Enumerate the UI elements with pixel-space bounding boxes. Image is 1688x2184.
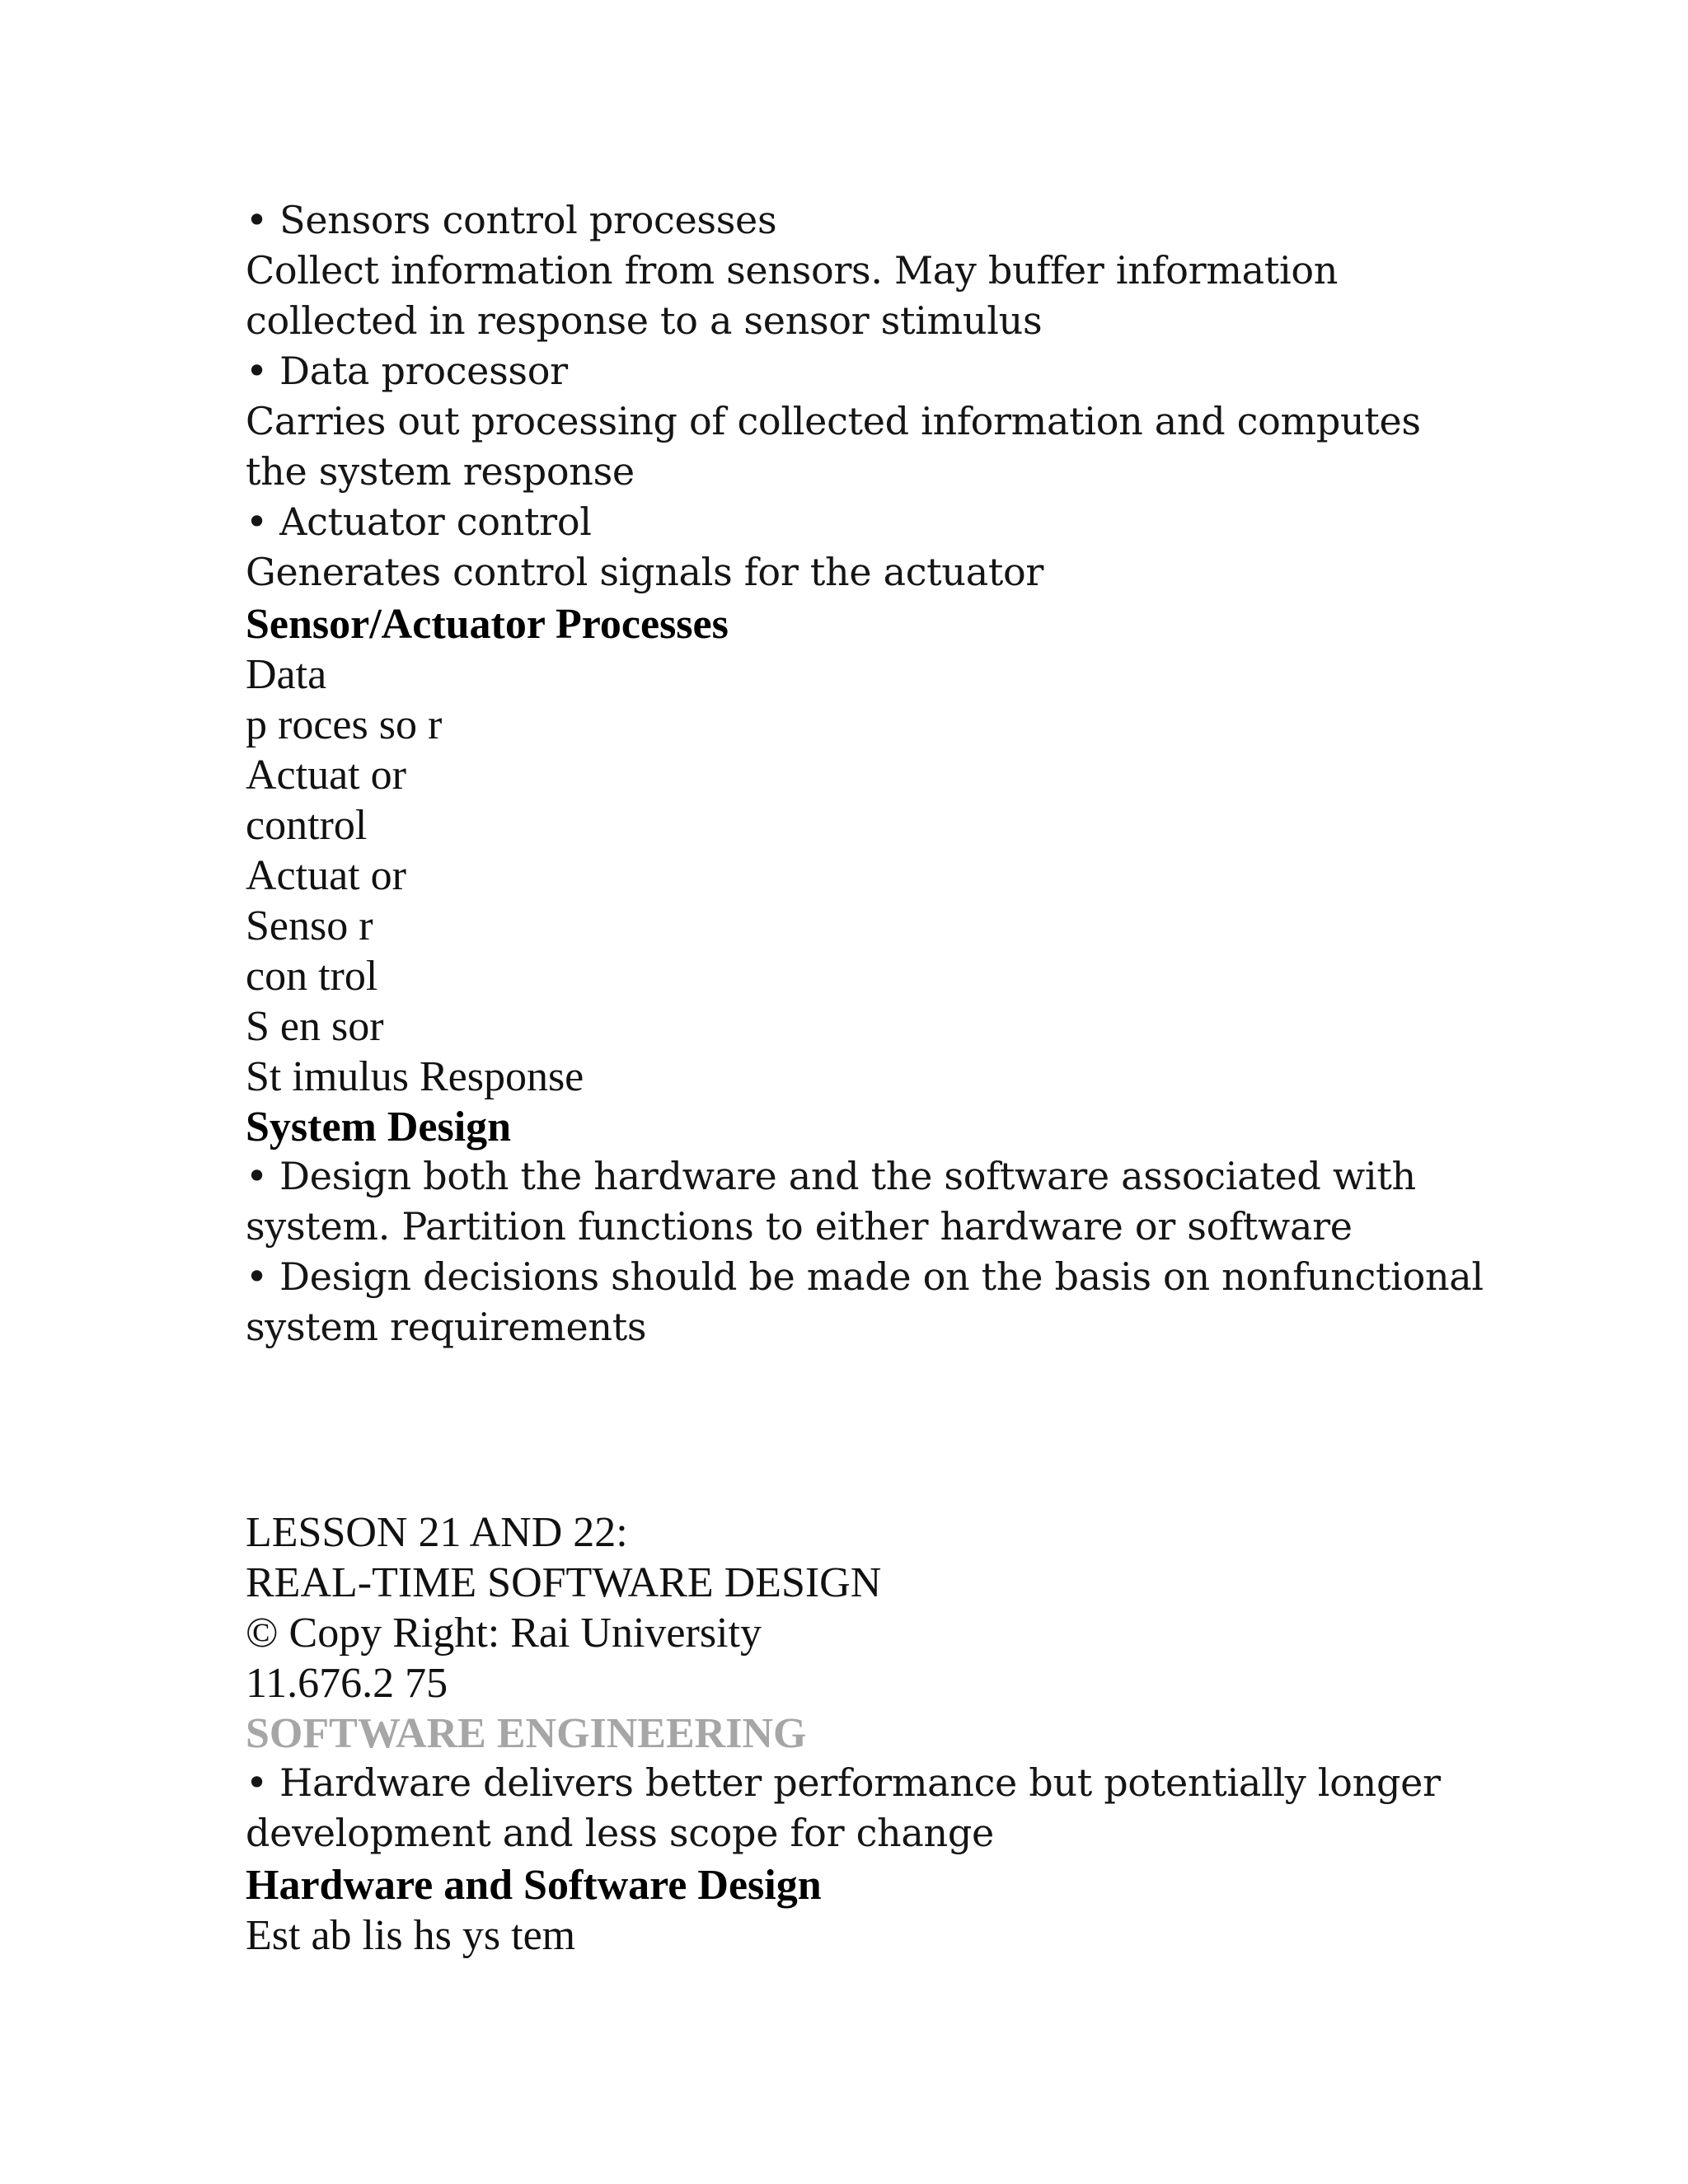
bullet-data-processor: • Data processor — [246, 349, 568, 393]
system-design-bullet-1-line-1: • Design both the hardware and the software associated with — [246, 1154, 1416, 1198]
diagram-text-processor: p roces so r — [246, 701, 443, 748]
lesson-title: REAL-TIME SOFTWARE DESIGN — [246, 1559, 882, 1606]
diagram-text-stimulus-response: St imulus Response — [246, 1053, 584, 1100]
diagram-text-control-2: con trol — [246, 953, 378, 1000]
copyright: © Copy Right: Rai University — [246, 1610, 762, 1657]
course-title: SOFTWARE ENGINEERING — [246, 1710, 807, 1757]
diagram-text-control: control — [246, 802, 368, 849]
data-processor-desc-1: Carries out processing of collected information and computes — [246, 399, 1421, 443]
hardware-bullet-line-2: development and less scope for change — [246, 1811, 994, 1855]
heading-hardware-software-design: Hardware and Software Design — [246, 1862, 822, 1909]
diagram-text-data: Data — [246, 651, 327, 698]
bullet-actuator-control: • Actuator control — [246, 499, 592, 544]
heading-sensor-actuator: Sensor/Actuator Processes — [246, 601, 729, 648]
page-code: 11.676.2 75 — [246, 1660, 448, 1707]
sensors-control-desc-1: Collect information from sensors. May buffer information — [246, 248, 1339, 293]
diagram-text-actuator-1: Actuat or — [246, 752, 406, 799]
lesson-number: LESSON 21 AND 22: — [246, 1509, 628, 1556]
heading-system-design: System Design — [246, 1104, 512, 1151]
diagram-text-actuator-2: Actuat or — [246, 852, 406, 899]
system-design-bullet-2-line-1: • Design decisions should be made on the basis on nonfunctional — [246, 1254, 1484, 1299]
diagram-text-sensor-2: S en sor — [246, 1003, 384, 1050]
data-processor-desc-2: the system response — [246, 449, 635, 494]
bullet-sensors-control: • Sensors control processes — [246, 198, 777, 242]
sensors-control-desc-2: collected in response to a sensor stimulus — [246, 298, 1043, 343]
system-design-bullet-2-line-2: system requirements — [246, 1305, 647, 1349]
diagram-text-sensor: Senso r — [246, 902, 373, 949]
system-design-bullet-1-line-2: system. Partition functions to either hardware or software — [246, 1204, 1353, 1249]
trailing-diagram-text: Est ab lis hs ys tem — [246, 1912, 576, 1959]
actuator-control-desc: Generates control signals for the actuator — [246, 550, 1044, 594]
hardware-bullet-line-1: • Hardware delivers better performance but potentially longer — [246, 1760, 1441, 1805]
